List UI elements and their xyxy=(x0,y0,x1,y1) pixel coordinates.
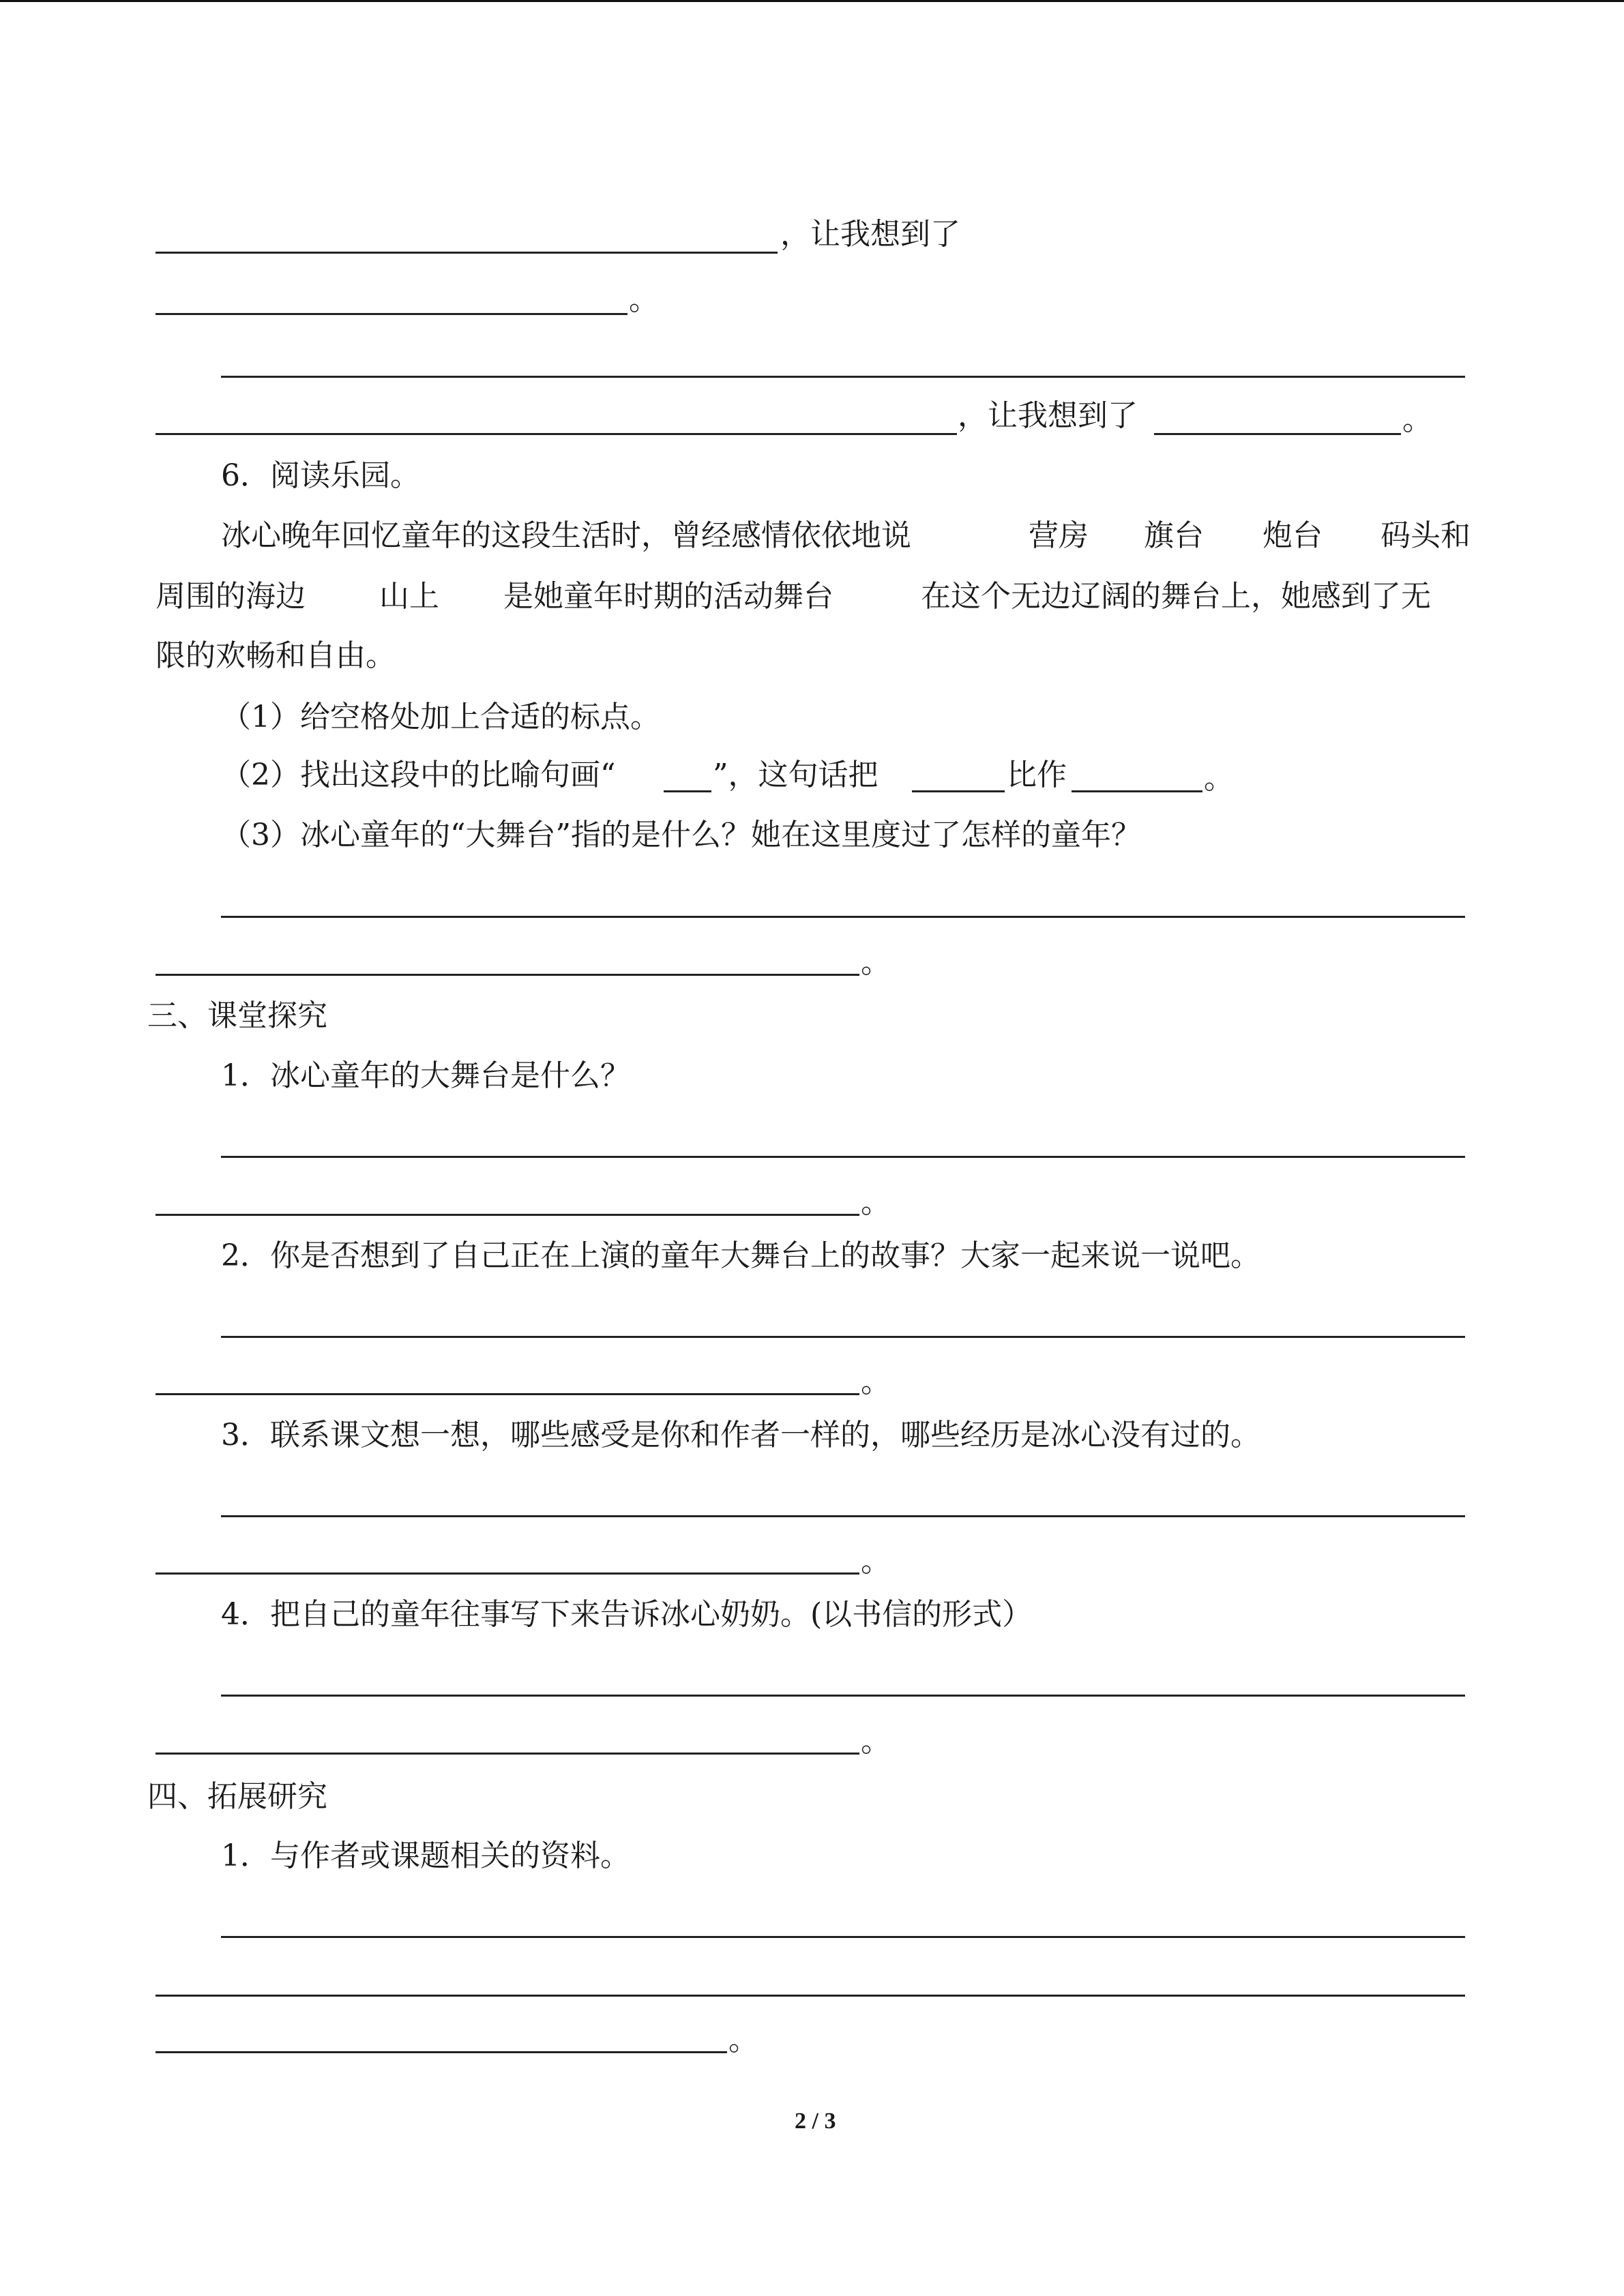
line-end: 。 xyxy=(861,945,891,980)
answer-line xyxy=(221,1515,1465,1517)
answer-line xyxy=(912,790,1005,792)
answer-line xyxy=(664,790,711,792)
question-text: 2．你是否想到了自己正在上演的童年大舞台上的故事？大家一起来说一说吧。 xyxy=(221,1238,1260,1273)
answer-line xyxy=(156,2051,727,2053)
fill-text: 。 xyxy=(629,282,659,317)
section-heading: 三、课堂探究 xyxy=(147,998,327,1033)
line-end: 。 xyxy=(861,1544,891,1579)
line-end: 。 xyxy=(861,1365,891,1399)
answer-line xyxy=(156,1393,859,1395)
line-end: 。 xyxy=(728,2023,758,2057)
answer-line xyxy=(221,916,1465,918)
answer-line xyxy=(1154,433,1401,435)
answer-line xyxy=(221,1936,1465,1938)
question-text: 3．联系课文想一想，哪些感受是你和作者一样的，哪些经历是冰心没有过的。 xyxy=(221,1418,1260,1452)
page-number: 2 / 3 xyxy=(795,2108,836,2134)
question-text: 比作 xyxy=(1007,758,1067,792)
paragraph-text: 营房 xyxy=(1029,518,1089,553)
paragraph-text: 旗台 xyxy=(1144,518,1204,553)
question-text: （1）给空格处加上合适的标点。 xyxy=(221,700,660,734)
paragraph-text: 在这个无边辽阔的舞台上，她感到了无 xyxy=(921,579,1431,614)
question-text: 4．把自己的童年往事写下来告诉冰心奶奶。(以书信的形式） xyxy=(221,1597,1033,1632)
question-text: （3）冰心童年的“大舞台”指的是什么？她在这里度过了怎样的童年？ xyxy=(221,818,1141,852)
answer-line xyxy=(156,974,859,976)
answer-line xyxy=(1072,790,1202,792)
paragraph-text: 是她童年时期的活动舞台 xyxy=(503,579,833,614)
paragraph-text: 码头和 xyxy=(1381,518,1471,553)
paragraph-text: 山上 xyxy=(379,579,439,614)
answer-line xyxy=(156,313,628,315)
paragraph-text: 限的欢畅和自由。 xyxy=(156,638,396,673)
paragraph-text: 冰心晚年回忆童年的这段生活时，曾经感情依依地说 xyxy=(221,518,911,553)
fill-text: ，让我想到了 xyxy=(780,217,960,252)
question-text: 1．与作者或课题相关的资料。 xyxy=(221,1838,630,1873)
item-title: 6．阅读乐园。 xyxy=(221,458,420,493)
answer-line xyxy=(156,252,778,254)
section-heading: 四、拓展研究 xyxy=(147,1779,327,1814)
answer-line xyxy=(221,1156,1465,1158)
answer-line xyxy=(156,1572,859,1575)
answer-line xyxy=(221,1336,1465,1338)
paragraph-text: 周围的海边 xyxy=(156,579,306,614)
answer-line xyxy=(221,376,1465,378)
question-text: 。 xyxy=(1204,761,1234,796)
question-text: （2）找出这段中的比喻句画“ xyxy=(221,758,616,792)
line-end: 。 xyxy=(861,1185,891,1220)
line-end: 。 xyxy=(861,1724,891,1759)
paragraph-text: 炮台 xyxy=(1263,518,1323,553)
answer-line xyxy=(156,1214,859,1216)
fill-text: 。 xyxy=(1402,402,1432,437)
question-text: ”，这句话把 xyxy=(713,758,879,792)
page-top-border xyxy=(0,0,1624,2)
answer-line xyxy=(156,1753,859,1755)
fill-text: ，让我想到了 xyxy=(958,398,1138,433)
answer-line xyxy=(156,433,957,435)
answer-line xyxy=(156,1995,1465,1997)
answer-line xyxy=(221,1695,1465,1697)
question-text: 1．冰心童年的大舞台是什么？ xyxy=(221,1058,630,1093)
